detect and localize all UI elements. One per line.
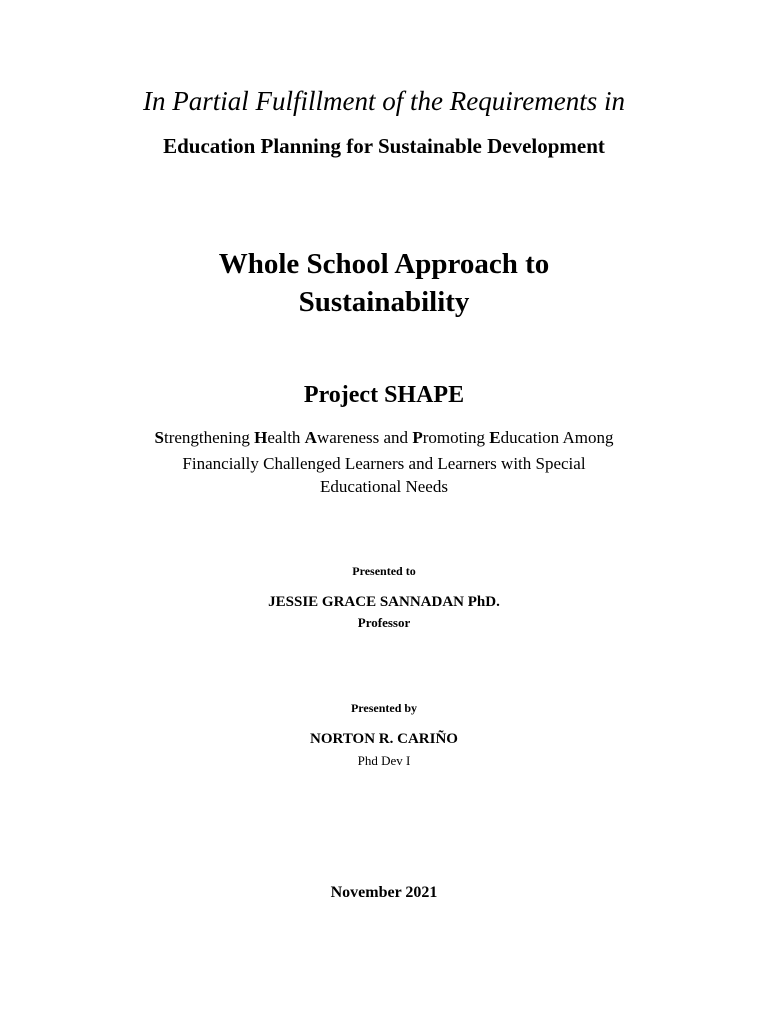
professor-name: JESSIE GRACE SANNADAN PhD. (268, 594, 500, 610)
acronym-letter: A (304, 428, 317, 447)
presented-by-label: Presented by (350, 701, 418, 715)
student-role: Phd Dev I (357, 753, 411, 768)
project-subtitle-line-3: Educational Needs (320, 477, 448, 496)
acronym-letter: E (489, 428, 501, 447)
presented-to-label: Presented to (352, 564, 416, 578)
subtitle-text-segment: ducation Among (500, 428, 614, 447)
document-title-line-2: Sustainability (298, 286, 470, 318)
acronym-letter: P (412, 428, 423, 447)
subtitle-text-segment: ealth (267, 428, 305, 447)
project-subtitle-line-2: Financially Challenged Learners and Learners with Special (182, 454, 586, 473)
subtitle-text-segment: trengthening (163, 428, 255, 447)
acronym-letter: H (254, 428, 268, 447)
course-title: Education Planning for Sustainable Development (163, 134, 605, 158)
subtitle-text-segment: wareness and (316, 428, 413, 447)
document-title-line-1: Whole School Approach to (218, 248, 550, 280)
intro-line: In Partial Fulfillment of the Requirements in (143, 86, 625, 116)
professor-role: Professor (357, 615, 411, 630)
acronym-letter: S (154, 428, 164, 447)
project-subtitle-line-1 (0, 428, 768, 448)
subtitle-text-segment: romoting (422, 428, 490, 447)
document-date: November 2021 (330, 884, 438, 901)
student-name: NORTON R. CARIÑO (310, 731, 458, 747)
project-name: Project SHAPE (303, 382, 465, 408)
